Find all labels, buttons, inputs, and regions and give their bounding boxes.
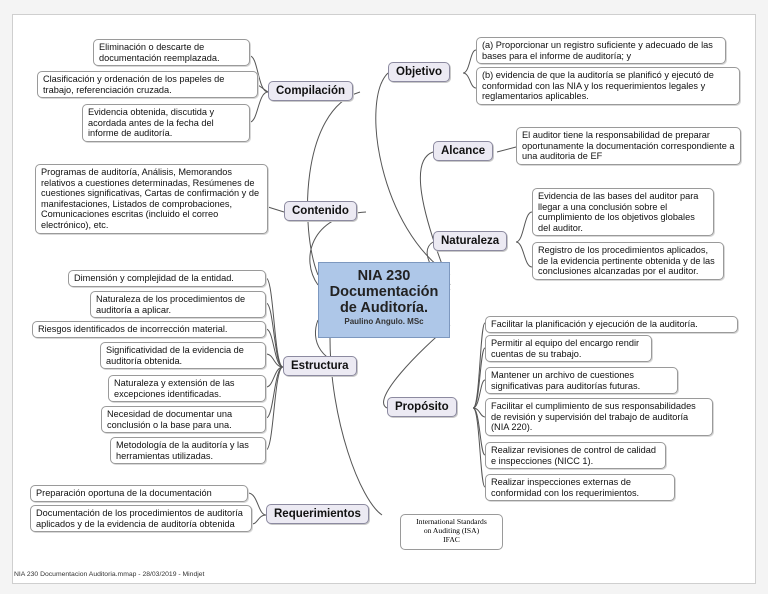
footer-caption: NIA 230 Documentacion Auditoria.mmap - 28/03/2019 - Mindjet [14, 571, 205, 578]
branch-alcance[interactable]: Alcance [433, 141, 493, 161]
leaf-naturaleza-evidencia[interactable]: Evidencia de las bases del auditor para llegar a una conclusión sobre el cumplimiento de los objetivos globales del auditor. [532, 188, 714, 236]
leaf-estructura-metodologia[interactable]: Metodología de la auditoría y las herramientas utilizadas. [110, 437, 266, 464]
leaf-contenido-programas[interactable]: Programas de auditoría, Análisis, Memorandos relativos a cuestiones determinadas, Resúmenes de cuestiones significativas, Cartas de confirmación y de manifestaciones, Listados de comprobaciones, Comunicaciones escritas (incluido el correo electrónico), etc. [35, 164, 268, 234]
leaf-proposito-archivo[interactable]: Mantener un archivo de cuestiones significativas para auditorías futuras. [485, 367, 678, 394]
leaf-estructura-naturaleza-procedimientos[interactable]: Naturaleza de los procedimientos de auditoría a aplicar. [90, 291, 266, 318]
branch-requerimientos[interactable]: Requerimientos [266, 504, 369, 524]
branch-objetivo[interactable]: Objetivo [388, 62, 450, 82]
branch-proposito[interactable]: Propósito [387, 397, 457, 417]
leaf-estructura-riesgos[interactable]: Riesgos identificados de incorrección material. [32, 321, 266, 338]
leaf-requerimientos-preparacion[interactable]: Preparación oportuna de la documentación [30, 485, 248, 502]
branch-estructura[interactable]: Estructura [283, 356, 357, 376]
reference-box[interactable] [400, 514, 503, 550]
leaf-proposito-facilitar-planificacion[interactable]: Facilitar la planificación y ejecución de la auditoría. [485, 316, 738, 333]
reference-line-1: International Standards [416, 517, 487, 526]
central-author: Paulino Angulo. MSc [344, 317, 424, 326]
leaf-compilacion-evidencia[interactable]: Evidencia obtenida, discutida y acordada antes de la fecha del informe de auditoría. [82, 104, 250, 142]
leaf-estructura-dimension[interactable]: Dimensión y complejidad de la entidad. [68, 270, 266, 287]
leaf-objetivo-a[interactable]: (a) Proporcionar un registro suficiente y adecuado de las bases para el informe de auditoría; y [476, 37, 726, 64]
branch-contenido[interactable]: Contenido [284, 201, 357, 221]
leaf-proposito-cumplimiento[interactable]: Facilitar el cumplimiento de sus responsabilidades de revisión y supervisión del trabajo de auditoría (NIA 220). [485, 398, 713, 436]
leaf-estructura-necesidad[interactable]: Necesidad de documentar una conclusión o la base para una. [101, 406, 266, 433]
branch-naturaleza[interactable]: Naturaleza [433, 231, 507, 251]
leaf-proposito-rendir-cuentas[interactable]: Permitir al equipo del encargo rendir cuentas de su trabajo. [485, 335, 652, 362]
reference-line-3: IFAC [443, 535, 460, 544]
leaf-objetivo-b[interactable]: (b) evidencia de que la auditoría se planificó y ejecutó de conformidad con las NIA y los requerimientos legales y reglamentarios aplicables. [476, 67, 740, 105]
reference-line-2: on Auditing (ISA) [423, 526, 480, 535]
branch-compilacion[interactable]: Compilación [268, 81, 353, 101]
leaf-estructura-significatividad[interactable]: Significatividad de la evidencia de auditoría obtenida. [100, 342, 266, 369]
leaf-proposito-revisiones[interactable]: Realizar revisiones de control de calidad e inspecciones (NICC 1). [485, 442, 666, 469]
central-title-line-2: Documentación [329, 284, 439, 300]
leaf-naturaleza-registro[interactable]: Registro de los procedimientos aplicados, de la evidencia pertinente obtenida y de las conclusiones alcanzadas por el auditor. [532, 242, 724, 280]
leaf-estructura-excepciones[interactable]: Naturaleza y extensión de las excepciones identificadas. [108, 375, 266, 402]
central-title-line-1: NIA 230 [357, 268, 411, 284]
central-title-line-3: de Auditoría. [339, 300, 429, 316]
leaf-alcance[interactable]: El auditor tiene la responsabilidad de preparar oportunamente la documentación correspondiente a una auditoria de EF [516, 127, 741, 165]
central-topic[interactable] [318, 262, 450, 338]
leaf-proposito-inspecciones[interactable]: Realizar inspecciones externas de conformidad con los requerimientos. [485, 474, 675, 501]
leaf-compilacion-eliminacion[interactable]: Eliminación o descarte de documentación reemplazada. [93, 39, 250, 66]
leaf-compilacion-clasificacion[interactable]: Clasificación y ordenación de los papeles de trabajo, referenciación cruzada. [37, 71, 258, 98]
leaf-requerimientos-documentacion[interactable]: Documentación de los procedimientos de auditoría aplicados y de la evidencia de auditoría obtenida [30, 505, 252, 532]
